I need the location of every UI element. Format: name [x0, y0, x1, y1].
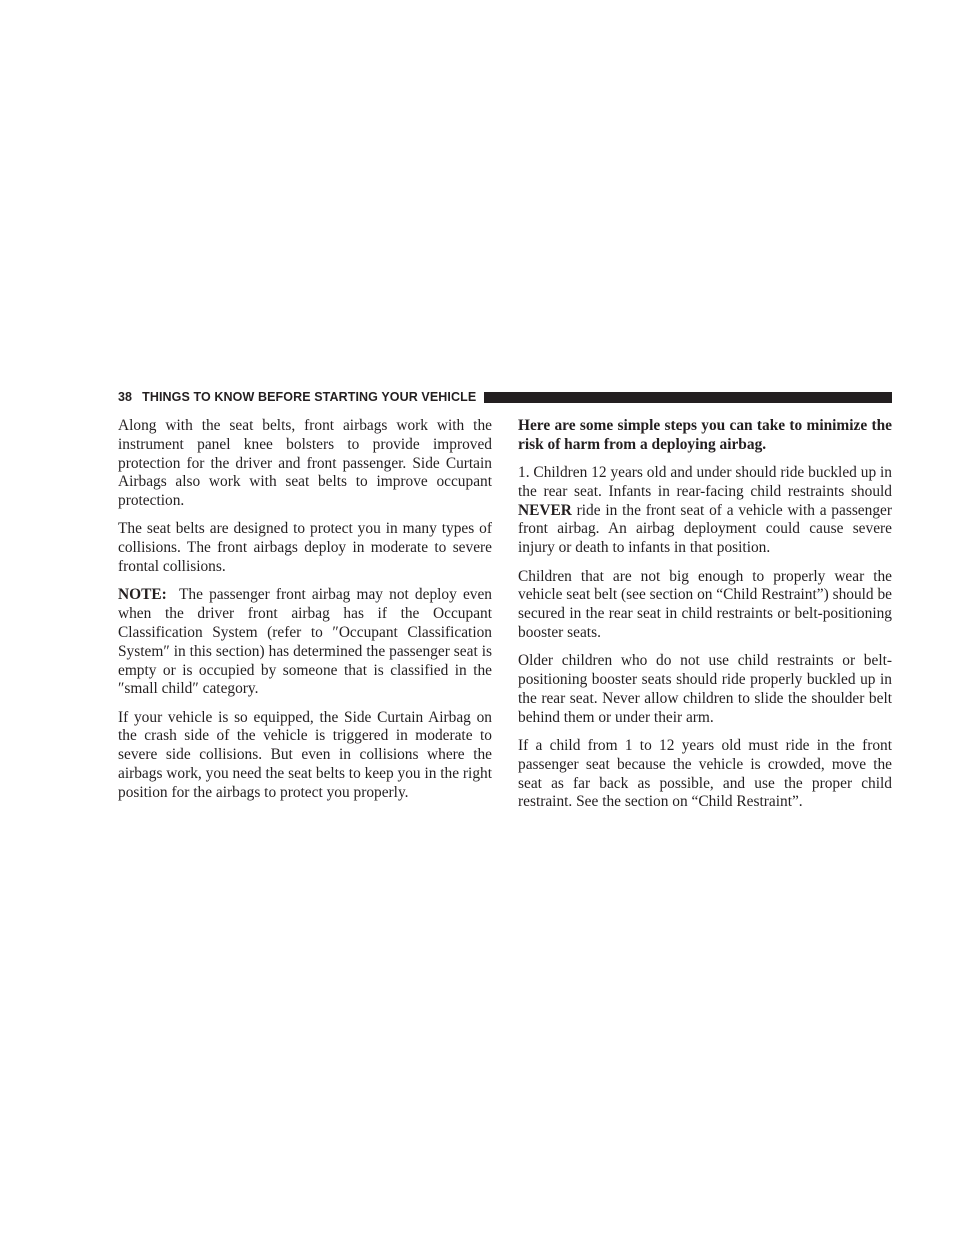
page-number: 38 — [118, 390, 133, 404]
section-title: THINGS TO KNOW BEFORE STARTING YOUR VEHICLE — [142, 390, 477, 404]
step-1-text-after: ride in the front seat of a vehicle with a passenger front airbag. An airbag deployment could cause severe injury or death to infants in that position. — [518, 501, 892, 557]
paragraph-older-children: Older children who do not use child restraints or belt-positioning booster seats should ride properly buckled up in the rear seat. Never allow children to slide the shoulder belt behind them or under their arm. — [518, 652, 892, 726]
paragraph-airbags-knee-bolsters: Along with the seat belts, front airbags work with the instrument panel knee bolsters to provide improved protection for the driver and front passenger. Side Curtain Airbags also work with seat belts to improve occupant protection. — [118, 417, 492, 510]
note-text: The passenger front airbag may not deploy even when the driver front airbag has if the Occupant Classification System (refer to ″Occupant Classification System″ in this section) has determined the passenger seat is empty or is occupied by someone that is classified in the ″small child″ category. — [118, 586, 492, 698]
step-1-text-before: 1. Children 12 years old and under should ride buckled up in the rear seat. Infants in rear-facing child restraints should — [518, 464, 892, 500]
paragraph-seat-belts: The seat belts are designed to protect you in many types of collisions. The front airbags deploy in moderate to severe frontal collisions. — [118, 520, 492, 576]
page-header — [118, 389, 892, 405]
right-column — [518, 417, 892, 822]
paragraph-front-seat-child: If a child from 1 to 12 years old must ride in the front passenger seat because the vehicle is crowded, move the seat as far back as possible, and use the proper child restraint. See the section on “Child Restraint”. — [518, 736, 892, 811]
steps-heading: Here are some simple steps you can take to minimize the risk of harm from a deploying airbag. — [518, 417, 892, 453]
header-rule — [484, 392, 892, 403]
never-emphasis: NEVER — [518, 501, 572, 519]
note-paragraph — [118, 586, 492, 699]
left-column — [118, 417, 492, 812]
step-1-paragraph — [518, 464, 892, 558]
note-label: NOTE: — [118, 586, 167, 604]
paragraph-side-curtain-airbag: If your vehicle is so equipped, the Side Curtain Airbag on the crash side of the vehicle is triggered in moderate to severe side collisions. But even in collisions where the airbags work, you need the seat belts to keep you in the right position for the airbags to protect you properly. — [118, 708, 492, 801]
paragraph-child-restraints: Children that are not big enough to properly wear the vehicle seat belt (see section on “Child Restraint”) should be secured in the rear seat in child restraints or belt-positioning booster seats. — [518, 567, 892, 641]
